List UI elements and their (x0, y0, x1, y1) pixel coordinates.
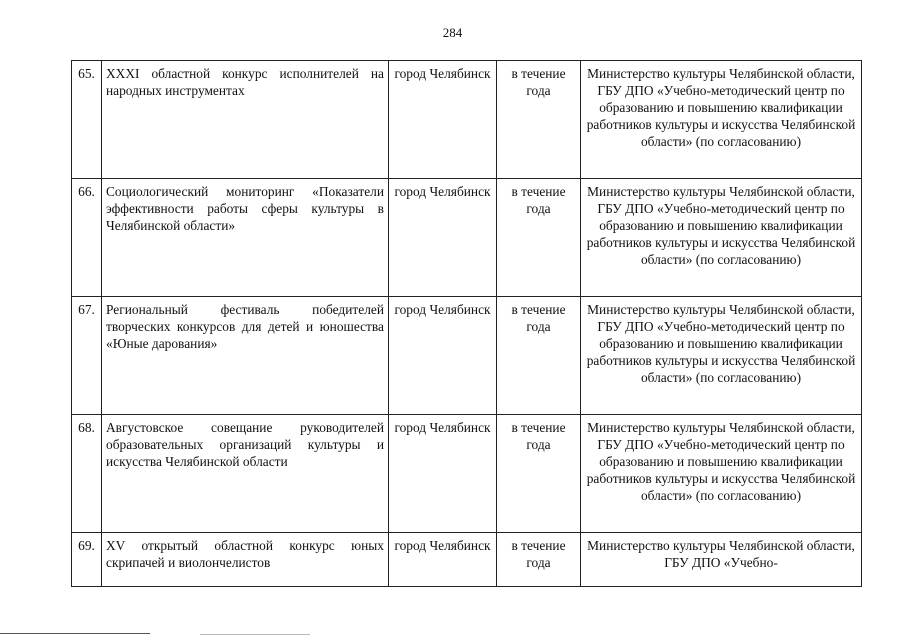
page-number: 284 (442, 25, 463, 40)
event-place: город Челябинск (389, 415, 497, 533)
event-term: в течение года (497, 179, 581, 297)
event-place: город Челябинск (389, 179, 497, 297)
event-place: город Челябинск (389, 61, 497, 179)
event-organizer: Министерство культуры Челябинской области, ГБУ ДПО «Учебно-методический центр по образованию и повышению квалификации работников культуры и искусства Челябинской области» (по согласованию) (581, 179, 862, 297)
event-name: Региональный фестиваль победителей творческих конкурсов для детей и юношества «Юные дарования» (102, 297, 389, 415)
table-row (72, 179, 862, 297)
event-organizer: Министерство культуры Челябинской области, ГБУ ДПО «Учебно- (581, 533, 862, 587)
event-name: XXXI областной конкурс исполнителей на народных инструментах (102, 61, 389, 179)
event-term: в течение года (497, 415, 581, 533)
event-name: Августовское совещание руководителей образовательных организаций культуры и искусства Челябинской области (102, 415, 389, 533)
event-term: в течение года (497, 533, 581, 587)
event-place: город Челябинск (389, 297, 497, 415)
event-name: XV открытый областной конкурс юных скрипачей и виолончелистов (102, 533, 389, 587)
event-term: в течение года (497, 297, 581, 415)
event-place: город Челябинск (389, 533, 497, 587)
event-organizer: Министерство культуры Челябинской области, ГБУ ДПО «Учебно-методический центр по образованию и повышению квалификации работников культуры и искусства Челябинской области» (по согласованию) (581, 415, 862, 533)
scan-artifact-line (200, 634, 310, 635)
row-number: 69. (72, 533, 102, 587)
row-number: 68. (72, 415, 102, 533)
event-organizer: Министерство культуры Челябинской области, ГБУ ДПО «Учебно-методический центр по образованию и повышению квалификации работников культуры и искусства Челябинской области» (по согласованию) (581, 61, 862, 179)
row-number: 67. (72, 297, 102, 415)
event-organizer: Министерство культуры Челябинской области, ГБУ ДПО «Учебно-методический центр по образованию и повышению квалификации работников культуры и искусства Челябинской области» (по согласованию) (581, 297, 862, 415)
events-table (71, 60, 862, 587)
table-row (72, 61, 862, 179)
table-row (72, 415, 862, 533)
table-row (72, 297, 862, 415)
row-number: 66. (72, 179, 102, 297)
footnote-divider (0, 633, 150, 634)
table-row (72, 533, 862, 587)
row-number: 65. (72, 61, 102, 179)
event-name: Социологический мониторинг «Показатели эффективности работы сферы культуры в Челябинской области» (102, 179, 389, 297)
event-term: в течение года (497, 61, 581, 179)
